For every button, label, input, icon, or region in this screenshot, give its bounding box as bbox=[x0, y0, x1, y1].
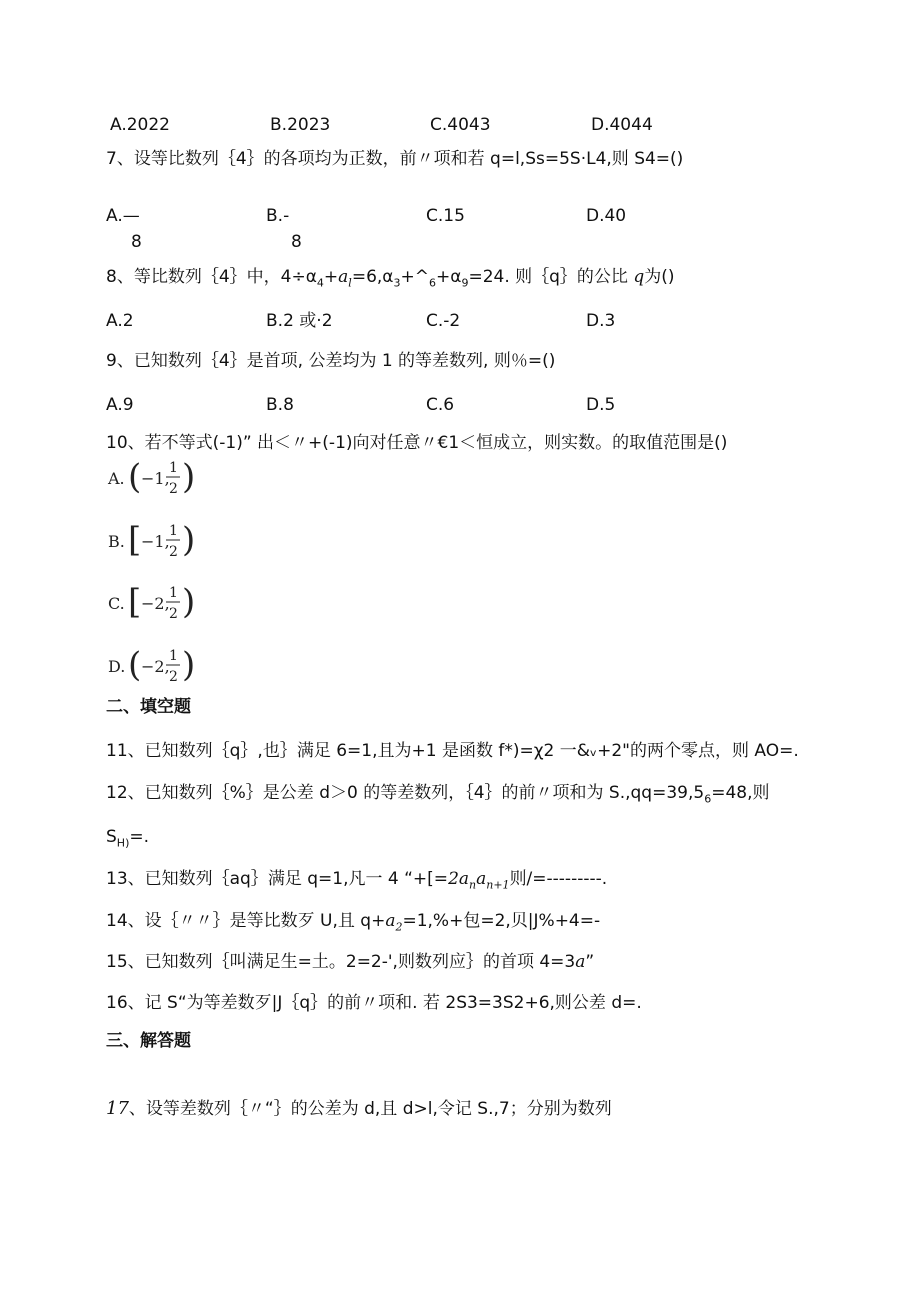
q8-option-d: D.3 bbox=[586, 311, 616, 331]
q8-option-b: B.2 或·2 bbox=[266, 311, 333, 331]
svg-text:1: 1 bbox=[169, 523, 178, 539]
q7-option-a: A.— bbox=[106, 206, 140, 226]
svg-text:): ) bbox=[182, 582, 196, 622]
q9-stem: 9、已知数列｛4｝是首项, 公差均为 1 的等差数列, 则％=() bbox=[106, 351, 556, 371]
svg-text:−2,: −2, bbox=[141, 594, 170, 613]
svg-text:[: [ bbox=[128, 582, 142, 622]
q6-option-b: B.2023 bbox=[270, 115, 331, 135]
q10-option-c bbox=[108, 580, 208, 626]
q6-option-d: D.4044 bbox=[591, 115, 653, 135]
svg-text:−2,: −2, bbox=[141, 657, 170, 676]
q11-stem: 11、已知数列｛q｝,也｝满足 6=1,且为+1 是函数 f*)=χ2 一&ᵥ+2"的两个零点，则 AO=. bbox=[106, 741, 799, 761]
q6-option-c: C.4043 bbox=[430, 115, 491, 135]
q9-option-c: C.6 bbox=[426, 395, 455, 415]
q7-option-c: C.15 bbox=[426, 206, 465, 226]
q17-stem: 17、设等差数列｛〃“｝的公差为 d,且 d>l,令记 S.,7；分别为数列 bbox=[106, 1098, 612, 1119]
q7-option-b: B.- bbox=[266, 206, 290, 226]
q12-stem-continued: $S_{H)}=$. bbox=[106, 827, 150, 850]
section-answer-heading: 三、解答题 bbox=[106, 1031, 191, 1051]
q15-stem: 15、已知数列｛叫满足生=土。2=2-',则数列应｝的首项 4=3a” bbox=[106, 952, 595, 972]
svg-text:(: ( bbox=[128, 645, 142, 685]
q12-stem: 12、已知数列｛%｝是公差 d＞0 的等差数列，｛4｝的前〃项和为 $S.,qq=39,5_6=48$,则 bbox=[106, 783, 770, 806]
svg-text:A.: A. bbox=[108, 469, 125, 488]
svg-text:1: 1 bbox=[169, 460, 178, 476]
q9-option-b: B.8 bbox=[266, 395, 294, 415]
svg-text:): ) bbox=[182, 645, 196, 685]
q8-option-c: C.-2 bbox=[426, 311, 461, 331]
q14-stem: 14、设｛〃〃｝是等比数歹 U,且 $q+a_2=1,\%+$包=2,贝|J%+4=- bbox=[106, 911, 601, 934]
svg-text:1: 1 bbox=[169, 648, 178, 664]
q10-option-d bbox=[108, 643, 208, 689]
svg-text:2: 2 bbox=[169, 606, 178, 622]
svg-text:2: 2 bbox=[169, 544, 178, 560]
svg-text:2: 2 bbox=[169, 481, 178, 497]
svg-text:−1,: −1, bbox=[141, 469, 170, 488]
svg-text:(: ( bbox=[128, 457, 142, 497]
svg-text:): ) bbox=[182, 457, 196, 497]
q8-stem: 8、等比数列｛4｝中，$4\div\alpha_4+a_l=6,\alpha_3+\^{}_6+\alpha_9=24$. 则｛q｝的公比 q为() bbox=[106, 267, 675, 290]
q13-stem: 13、已知数列｛aq｝满足 q=1,凡一 4 “$+[=2a_na_{n+1}$则/=---------. bbox=[106, 869, 608, 892]
q7-option-a-denominator: 8 bbox=[131, 232, 142, 252]
q6-option-a: A.2022 bbox=[110, 115, 170, 135]
q7-option-d: D.40 bbox=[586, 206, 627, 226]
section-fill-in-heading: 二、填空题 bbox=[106, 697, 191, 717]
q7-stem: 7、设等比数列｛4｝的各项均为正数，前〃项和若 q=l,Ss=5S·L4,则 S4=() bbox=[106, 149, 684, 169]
q8-option-a: A.2 bbox=[106, 311, 134, 331]
svg-text:): ) bbox=[182, 520, 196, 560]
svg-text:B.: B. bbox=[108, 532, 125, 551]
svg-text:D.: D. bbox=[108, 657, 126, 676]
q10-option-b bbox=[108, 518, 208, 564]
q9-option-d: D.5 bbox=[586, 395, 616, 415]
q10-option-a bbox=[108, 455, 208, 501]
q16-stem: 16、记 S“为等差数歹|J｛q｝的前〃项和. 若 2S3=3S2+6,则公差 d=. bbox=[106, 993, 642, 1013]
q7-option-b-denominator: 8 bbox=[291, 232, 302, 252]
svg-text:2: 2 bbox=[169, 669, 178, 685]
svg-text:1: 1 bbox=[169, 585, 178, 601]
svg-text:[: [ bbox=[128, 520, 142, 560]
q9-option-a: A.9 bbox=[106, 395, 134, 415]
svg-text:−1,: −1, bbox=[141, 532, 170, 551]
q10-stem: 10、若不等式(-1)” 出＜〃+(-1)向对任意〃€1＜恒成立，则实数。的取值范围是() bbox=[106, 433, 728, 453]
svg-text:C.: C. bbox=[108, 594, 125, 613]
